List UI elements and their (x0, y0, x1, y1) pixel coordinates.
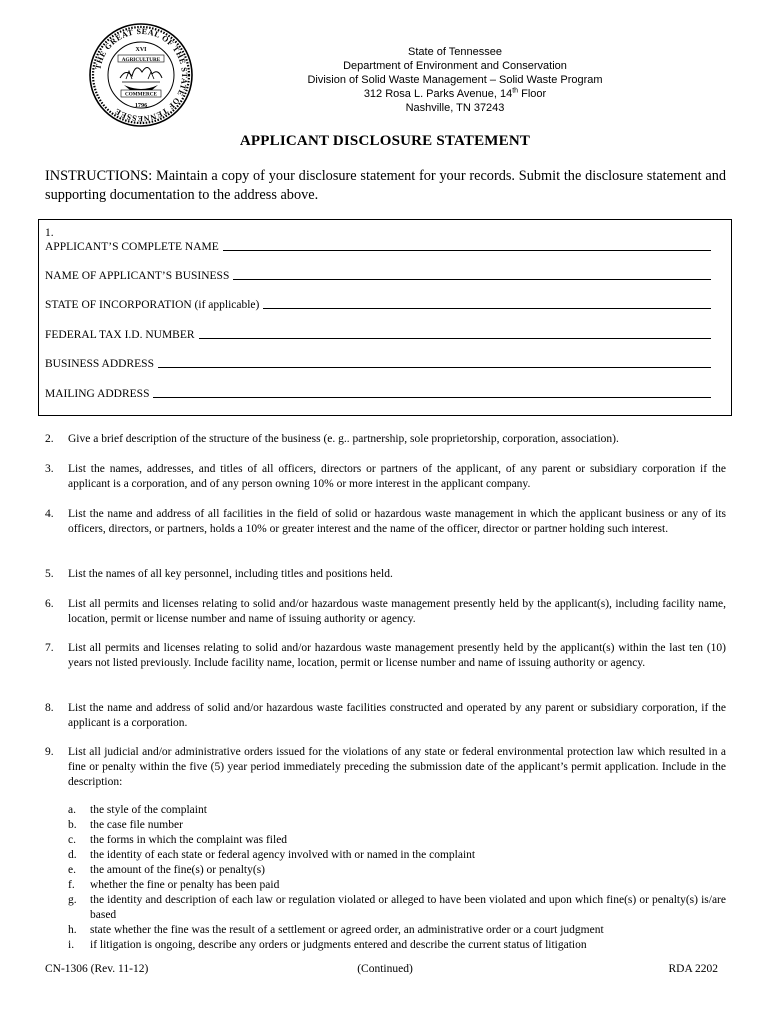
floor-word: Floor (518, 88, 547, 100)
list-item (68, 848, 726, 863)
item-text: List all judicial and/or administrative orders issued for the violations of any state or federal environmental protection law which resulted in a fine or penalty within the five (5) year period immediately preceding the submission date of the applicant’s permit application. Include in the description: (68, 746, 726, 788)
svg-text:AGRICULTURE: AGRICULTURE (121, 56, 161, 63)
sub-letter: c. (68, 834, 76, 846)
list-item (45, 507, 726, 537)
sub-text: the style of the complaint (90, 804, 207, 816)
sub-letter: i. (68, 939, 75, 951)
item-number: 6. (45, 598, 54, 610)
list-item (68, 893, 726, 923)
business-name-input-line[interactable] (233, 268, 711, 280)
applicant-name-field[interactable] (45, 239, 711, 253)
field-label: APPLICANT’S COMPLETE NAME (45, 241, 219, 253)
sub-text: whether the fine or penalty has been paid (90, 879, 280, 891)
sub-text: state whether the fine was the result of a settlement or agreed order, an administrative order or a court judgment (90, 924, 604, 936)
list-item (68, 818, 726, 833)
item-text: Give a brief description of the structure of the business (e. g.. partnership, sole proprietorship, corporation, association). (68, 433, 619, 445)
letterhead-department: Department of Environment and Conservation (343, 60, 567, 72)
list-item (68, 833, 726, 848)
item-text: List the name and address of solid and/or hazardous waste facilities constructed and operated by any parent or subsidiary corporation, if the applicant is a corporation. (68, 702, 726, 729)
list-item (45, 745, 726, 790)
sub-text: the case file number (90, 819, 183, 831)
applicant-info-box (38, 219, 732, 416)
list-item (45, 462, 726, 492)
field-label: STATE OF INCORPORATION (if applicable) (45, 299, 260, 311)
agency-letterhead (190, 45, 720, 115)
street-address-main: 312 Rosa L. Parks Avenue, 14 (363, 88, 513, 100)
applicant-name-input-line[interactable] (223, 239, 711, 251)
item-text: List the name and address of all facilities in the field of solid or hazardous waste management in which the applicant business or any of its officers, directors, or partners, holds a 10% or greater interest and the name of the officer, director or partner holding such interest. (68, 508, 726, 535)
list-item (68, 923, 726, 938)
item-number: 4. (45, 508, 54, 520)
sub-letter: a. (68, 804, 76, 816)
document-title: APPLICANT DISCLOSURE STATEMENT (239, 133, 531, 149)
business-address-field[interactable] (45, 356, 711, 370)
sub-text: if litigation is ongoing, describe any orders or judgments entered and describe the current status of litigation (90, 939, 587, 951)
svg-text:COMMERCE: COMMERCE (125, 91, 157, 98)
continued-note: (Continued) (357, 963, 413, 975)
business-address-input-line[interactable] (158, 356, 711, 368)
item-number: 2. (45, 433, 54, 445)
item-9-sublist (68, 803, 726, 953)
item-text: List all permits and licenses relating to solid and/or hazardous waste management presently held by the applicant(s) within the last ten (10) years not listed previously. Include facility name, location, permit or license number and name of issuing authority or agency. (68, 642, 726, 669)
sub-letter: d. (68, 849, 77, 861)
letterhead-state: State of Tennessee (408, 46, 502, 58)
floor-ordinal-suffix: th (512, 87, 519, 95)
tennessee-state-seal (88, 22, 194, 128)
federal-tax-id-input-line[interactable] (199, 327, 711, 339)
item-text: List all permits and licenses relating to solid and/or hazardous waste management presently held by the applicant(s), including facility name, location, permit or license number and name of issuing authority or agency. (68, 598, 726, 625)
item-text: List the names, addresses, and titles of all officers, directors or partners of the applicant, of any parent or subsidiary corporation if the applicant is a corporation, and of any person owning 10% or more interest in the applicant company. (68, 463, 726, 490)
sub-letter: g. (68, 894, 77, 906)
field-label: MAILING ADDRESS (45, 388, 150, 400)
item-number: 8. (45, 702, 54, 714)
sub-text: the amount of the fine(s) or penalty(s) (90, 864, 265, 876)
list-item (68, 938, 726, 953)
svg-text:XVI: XVI (135, 47, 147, 53)
field-label: BUSINESS ADDRESS (45, 358, 154, 370)
mailing-address-input-line[interactable] (153, 386, 711, 398)
sub-letter: b. (68, 819, 77, 831)
form-number: CN-1306 (Rev. 11-12) (45, 963, 149, 975)
section-1-number: 1. (45, 227, 54, 239)
item-number: 9. (45, 746, 54, 758)
item-number: 7. (45, 642, 54, 654)
item-text: List the names of all key personnel, including titles and positions held. (68, 568, 393, 580)
sub-letter: f. (68, 879, 75, 891)
state-of-incorporation-input-line[interactable] (263, 297, 711, 309)
list-item (45, 567, 726, 582)
federal-tax-id-field[interactable] (45, 327, 711, 341)
sub-letter: e. (68, 864, 76, 876)
sub-letter: h. (68, 924, 77, 936)
instructions-paragraph: INSTRUCTIONS: Maintain a copy of your disclosure statement for your records. Submit the disclosure statement and supporting documentation to the address above. (45, 168, 726, 203)
list-item (45, 641, 726, 671)
svg-text:THE GREAT SEAL OF THE STATE OF: THE GREAT SEAL OF THE STATE OF TENNESSEE (93, 26, 190, 124)
state-of-incorporation-field[interactable] (45, 297, 711, 311)
field-label: FEDERAL TAX I.D. NUMBER (45, 329, 195, 341)
mailing-address-field[interactable] (45, 386, 711, 400)
sub-text: the identity of each state or federal agency involved with or named in the complaint (90, 849, 476, 861)
sub-text: the forms in which the complaint was filed (90, 834, 288, 846)
list-item (45, 597, 726, 627)
business-name-field[interactable] (45, 268, 711, 282)
list-item (68, 803, 726, 818)
sub-text: the identity and description of each law or regulation violated or alleged to have been violated and upon which fine(s) or penalty(s) is/are based (90, 894, 726, 921)
rda-number: RDA 2202 (668, 963, 718, 975)
field-label: NAME OF APPLICANT’S BUSINESS (45, 270, 230, 282)
letterhead-city-state-zip: Nashville, TN 37243 (405, 102, 505, 114)
letterhead-street-address (190, 87, 720, 101)
list-item (68, 878, 726, 893)
list-item (45, 432, 726, 447)
item-number: 3. (45, 463, 54, 475)
list-item (45, 701, 726, 731)
letterhead-division: Division of Solid Waste Management – Solid Waste Program (307, 74, 603, 86)
svg-text:1796: 1796 (134, 102, 148, 109)
list-item (68, 863, 726, 878)
item-number: 5. (45, 568, 54, 580)
